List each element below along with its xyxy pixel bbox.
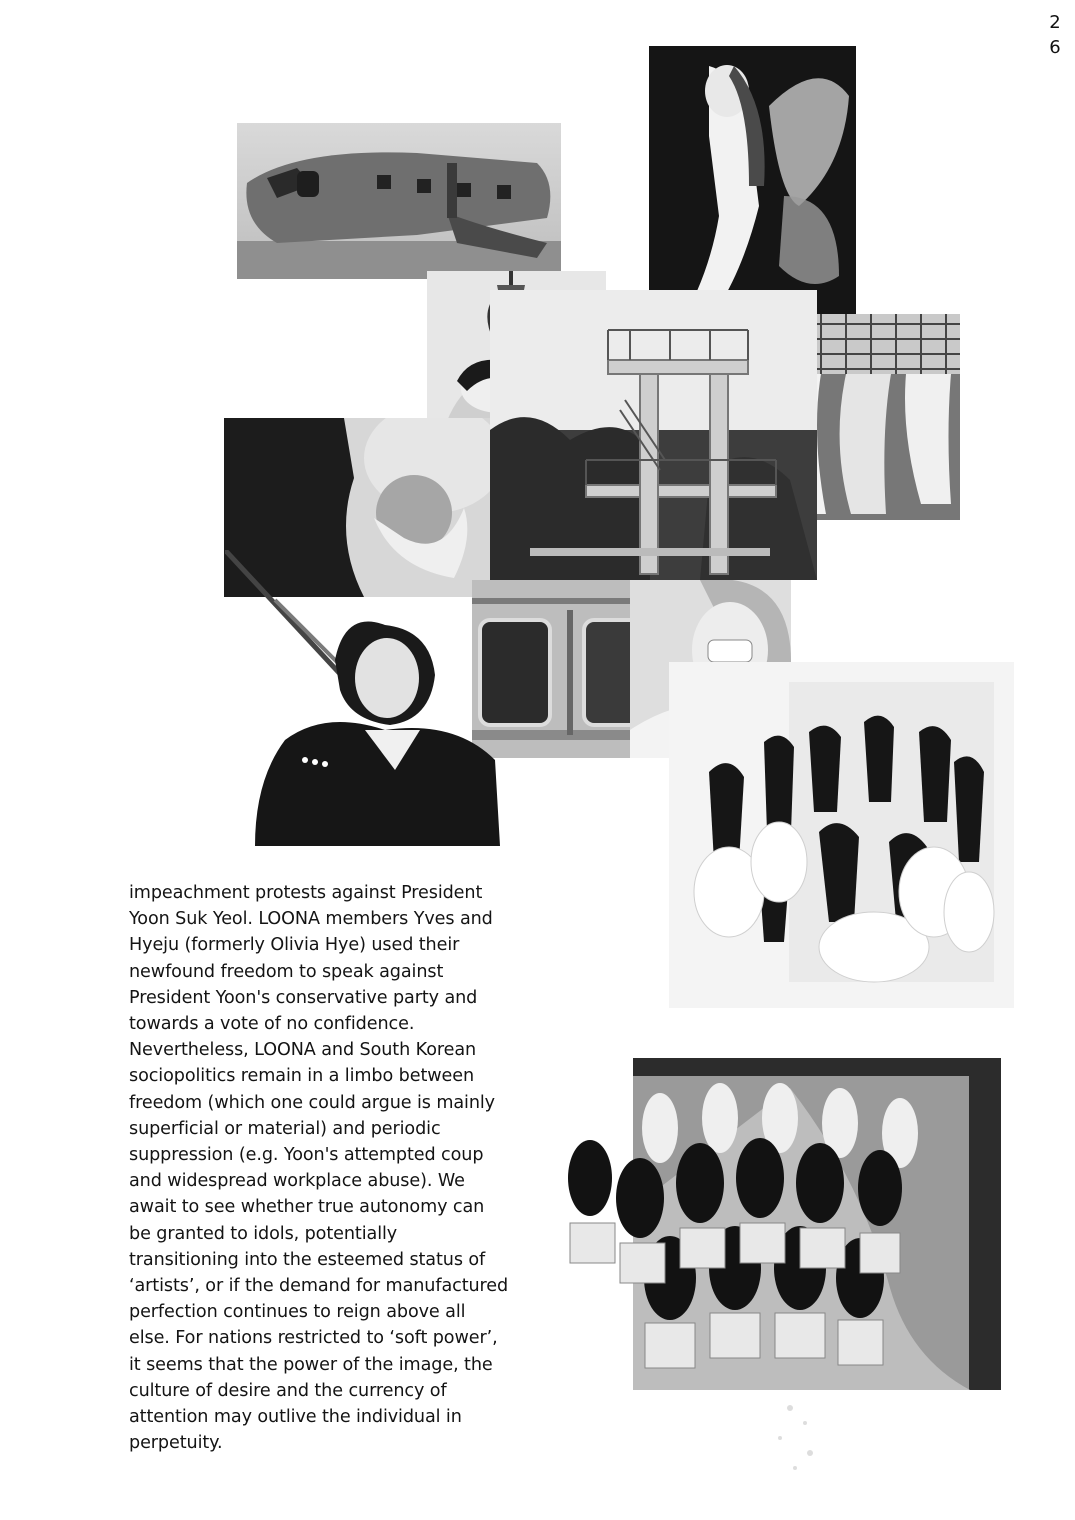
crashed-airplane-photo [237, 123, 561, 279]
schoolgirls-crowd-photo [560, 1058, 1001, 1480]
article-body-text: impeachment protests against President Yoon Suk Yeol. LOONA members Yves and Hyeju (formerly Olivia Hye) used their newfound freedom to speak against President Yoon's conservative party and towards a vote of no confidence. Nevertheless, LOONA and South Korean sociopolitics remain in a limbo between freedom (which one could argue is mainly superficial or material) and periodic suppression (e.g. Yoon's attempted coup and widespread workplace abuse). We await to see whether true autonomy can be granted to idols, potentially transitioning into the esteemed status of ‘artists’, or if the demand for manufactured perfection continues to reign above all else. For nations restricted to ‘soft power’, it seems that the power of the image, the culture of desire and the currency of attention may outlive the individual in perpetuity. [129, 883, 509, 1454]
page-number: 2 6 [1049, 12, 1061, 58]
diving-tower-photo [490, 290, 817, 580]
group-kneeling-photo [669, 662, 1014, 1008]
conductor-girl-photo [225, 550, 505, 846]
